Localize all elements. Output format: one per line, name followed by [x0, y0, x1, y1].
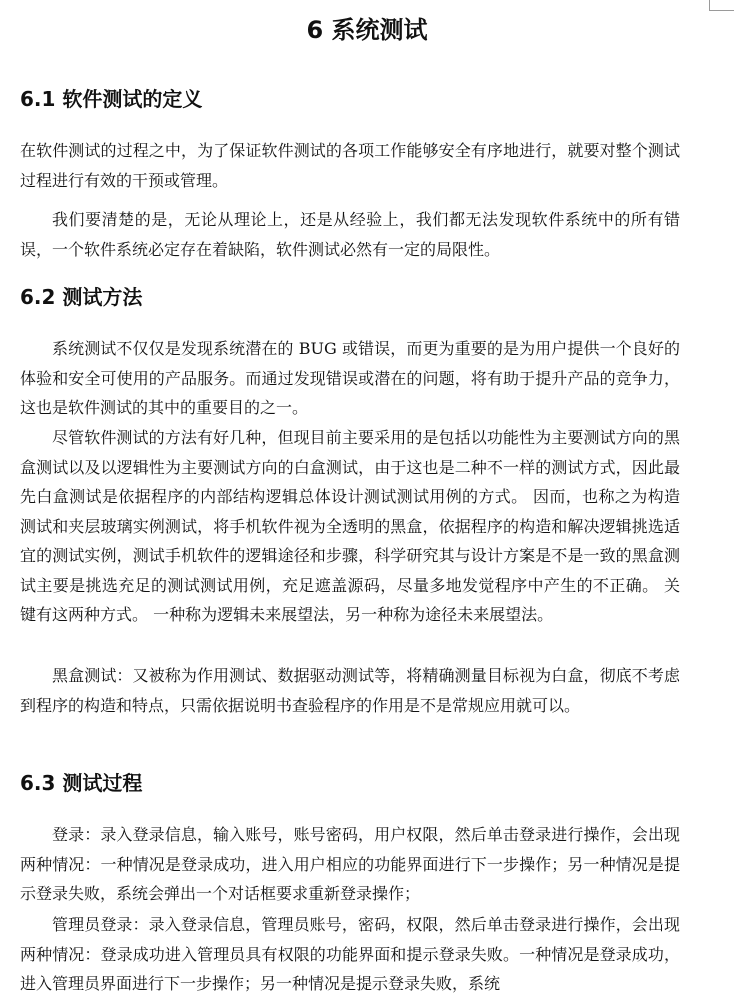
paragraph: 系统测试不仅仅是发现系统潜在的 BUG 或错误，而更为重要的是为用户提供一个良好的体验和安全可使用的产品服务。而通过发现错误或潜在的问题，将有助于提升产品的竞争力，这也是软件测试的其中的重要目的之一。	[20, 339, 680, 417]
page-corner-mark	[709, 0, 734, 11]
paragraph: 在软件测试的过程之中，为了保证软件测试的各项工作能够安全有序地进行，就要对整个测试过程进行有效的干预或管理。	[20, 141, 680, 190]
chapter-title: 6 系统测试	[306, 16, 428, 44]
paragraph: 管理员登录：录入登录信息，管理员账号，密码，权限，然后单击登录进行操作，会出现两种情况：登录成功进入管理员具有权限的功能界面和提示登录失败。一种情况是登录成功，进入管理员界面进行下一步操作；另一种情况是提示登录失败，系统	[20, 915, 680, 993]
paragraph: 我们要清楚的是，无论从理论上，还是从经验上，我们都无法发现软件系统中的所有错误，一个软件系统必定存在着缺陷，软件测试必然有一定的局限性。	[20, 210, 680, 259]
section-title-6-3: 6.3 测试过程	[20, 771, 143, 795]
section-title-6-1: 6.1 软件测试的定义	[20, 87, 203, 111]
paragraph: 尽管软件测试的方法有好几种，但现目前主要采用的是包括以功能性为主要测试方向的黑盒测试以及以逻辑性为主要测试方向的白盒测试，由于这也是二种不一样的测试方式，因此最先白盒测试是依据程序的内部结构逻辑总体设计测试测试用例的方式。 因而，也称之为构造测试和夹层玻璃实例测试，将手机软件视为全透明的黑盒，依据程序的构造和解决逻辑挑选适宜的测试实例，测试手机软件的逻辑途径和步骤，科学研究其与设计方案是不是一致的黑盒测试主要是挑选充足的测试测试用例，充足遮盖源码，尽量多地发觉程序中产生的不正确。 关键有这两种方式。 一种称为逻辑未来展望法，另一种称为途径未来展望法。	[20, 428, 680, 624]
paragraph: 登录：录入登录信息，输入账号，账号密码，用户权限，然后单击登录进行操作，会出现两种情况：一种情况是登录成功，进入用户相应的功能界面进行下一步操作；另一种情况是提示登录失败，系统会弹出一个对话框要求重新登录操作；	[20, 825, 680, 903]
paragraph: 黑盒测试：又被称为作用测试、数据驱动测试等，将精确测量目标视为白盒，彻底不考虑到程序的构造和特点，只需依据说明书查验程序的作用是不是常规应用就可以。	[20, 666, 680, 715]
section-title-6-2: 6.2 测试方法	[20, 285, 143, 309]
